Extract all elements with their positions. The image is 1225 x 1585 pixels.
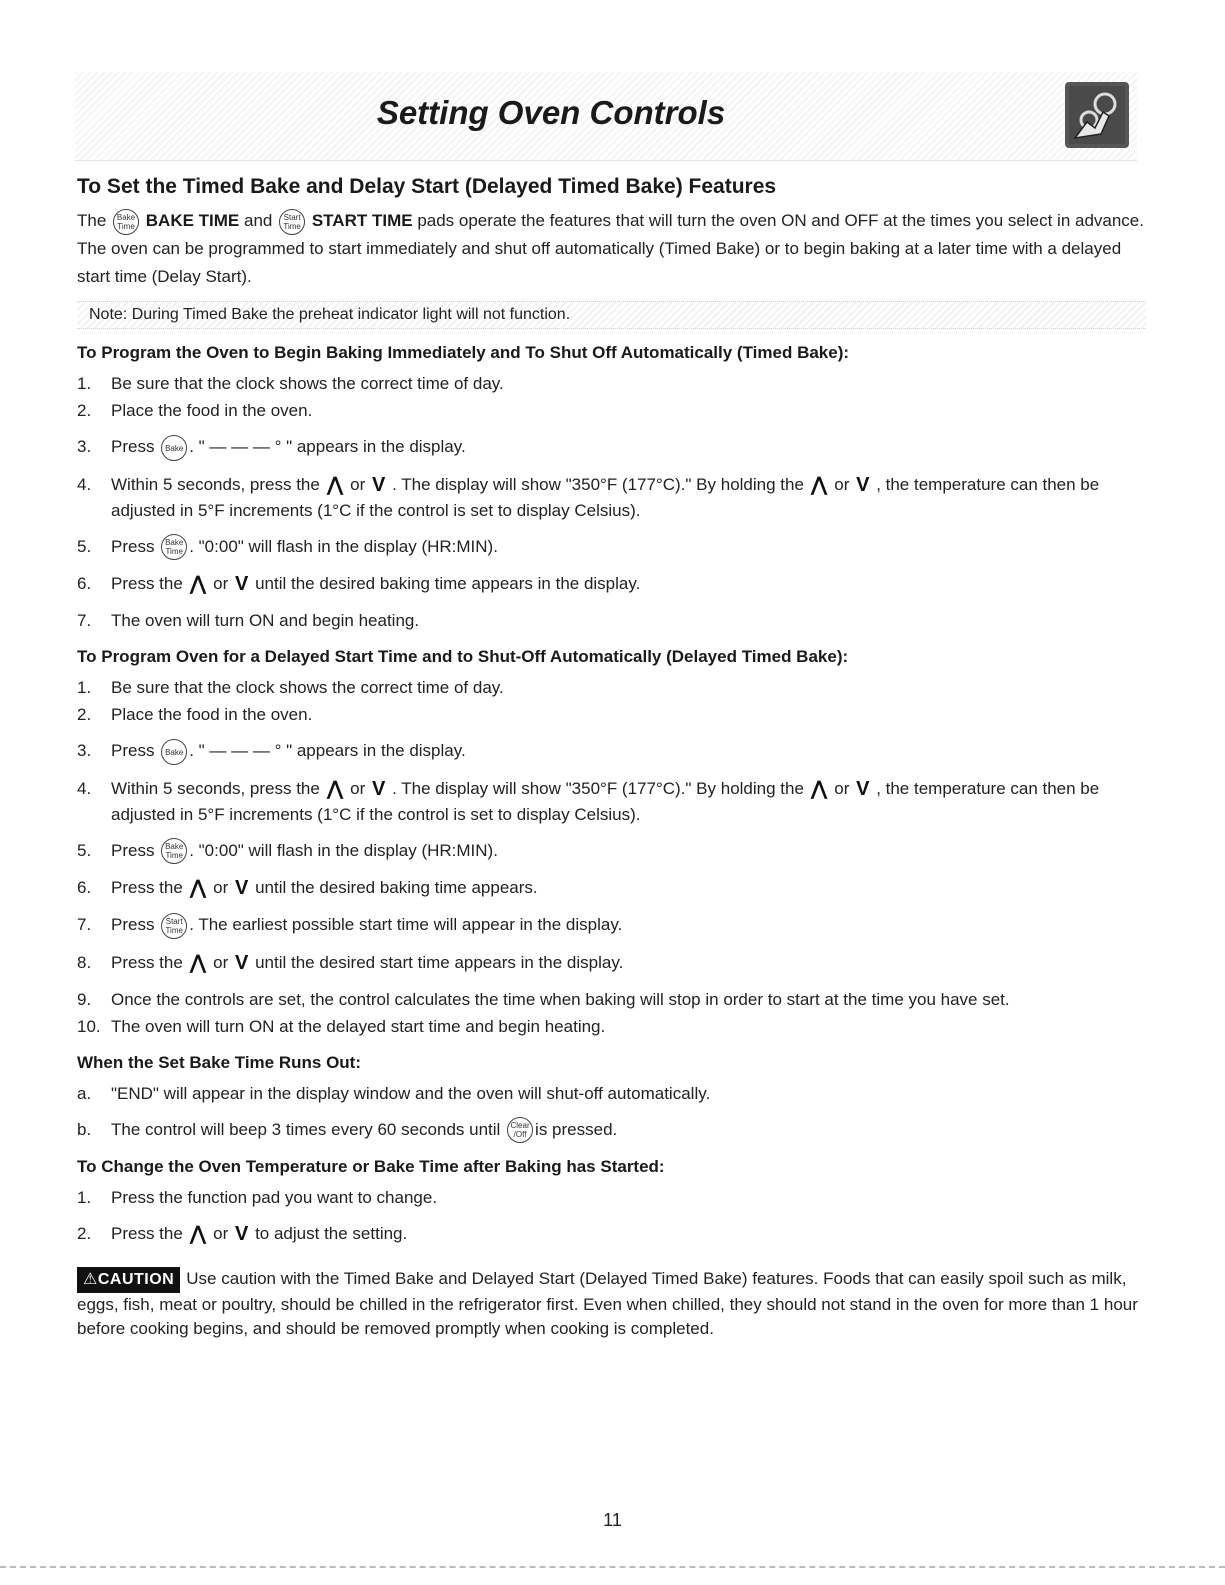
step-text: Press the <box>111 952 183 972</box>
step: 4. Within 5 seconds, press the ⋀ or V . The display will show "350°F (177°C)." By holding the ⋀ or V , the temperature can then be adjusted in 5°F increments (1°C if the control is set to display Celsius). <box>77 777 1100 824</box>
hand-pressing-pad-icon <box>1065 82 1129 148</box>
caution-paragraph <box>77 1267 1147 1341</box>
page-number: 11 <box>603 1510 622 1530</box>
bake-pad-icon: Bake <box>161 435 187 461</box>
intro-text: and <box>244 211 273 230</box>
clear-off-pad-icon: Clear /Off <box>507 1117 533 1143</box>
step: 8. Press the ⋀ or V until the desired start time appears in the display. <box>77 951 624 974</box>
up-arrow-icon: ⋀ <box>810 473 828 496</box>
change-temperature-steps <box>77 1185 1147 1247</box>
down-arrow-icon: V <box>235 573 249 596</box>
step: 7. The oven will turn ON and begin heating. <box>77 611 420 631</box>
step-text: . The earliest possible start time will appear in the display. <box>189 915 623 935</box>
step-text: , the temperature can then be adjusted in 5°F increments (1°C if the control is set to display Celsius). <box>111 778 1100 824</box>
step: 7. Press Start Time . The earliest possible start time will appear in the display. <box>77 912 1147 939</box>
main-title: To Set the Timed Bake and Delay Start (Delayed Timed Bake) Features <box>77 175 777 198</box>
step: 1. Be sure that the clock shows the correct time of day. <box>77 678 504 698</box>
note-box: Note: During Timed Bake the preheat indicator light will not function. <box>77 301 1146 329</box>
intro-text: The <box>77 211 107 230</box>
step-text: or <box>834 474 850 494</box>
step-text: Place the food in the oven. <box>111 705 313 725</box>
up-arrow-icon: ⋀ <box>326 777 344 800</box>
step-text: is pressed. <box>535 1119 618 1139</box>
step-text: . "0:00" will flash in the display (HR:MIN). <box>189 536 498 556</box>
intro-paragraph <box>77 207 1147 291</box>
step-text: "END" will appear in the display window and the oven will shut-off automatically. <box>111 1083 711 1103</box>
start-time-pad-icon: Start Time <box>161 913 187 939</box>
step-text: The oven will turn ON and begin heating. <box>111 611 420 631</box>
step-text: , the temperature can then be adjusted in 5°F increments (1°C if the control is set to display Celsius). <box>111 474 1100 520</box>
step-text: or <box>213 1224 229 1244</box>
start-time-pad-icon: Start Time <box>279 209 305 235</box>
caution-badge: ⚠CAUTION <box>77 1267 180 1293</box>
up-arrow-icon: ⋀ <box>326 473 344 496</box>
step: 2. Press the ⋀ or V to adjust the setting. <box>77 1223 408 1246</box>
step-text: . The display will show "350°F (177°C)." By holding the <box>392 474 804 494</box>
step-text: Be sure that the clock shows the correct time of day. <box>111 374 504 393</box>
step-text: or <box>213 878 229 898</box>
up-arrow-icon: ⋀ <box>189 1223 207 1246</box>
down-arrow-icon: V <box>856 473 870 496</box>
step: 6. Press the ⋀ or V until the desired baking time appears. <box>77 877 538 900</box>
caution-text: Use caution with the Timed Bake and Delayed Start (Delayed Timed Bake) features. Foods that can easily spoil such as milk, eggs, fish, meat or poultry, should be chilled in the refrigerator first. Even when chilled, they should not stand in the oven for more than 1 hour before cooking begins, and should be removed promptly when cooking is completed. <box>77 1269 1138 1339</box>
step-text: Press the function pad you want to change. <box>111 1188 438 1208</box>
step-text: Be sure that the clock shows the correct time of day. <box>111 678 504 698</box>
step-text: Press the <box>111 878 183 898</box>
step-text: to adjust the setting. <box>255 1224 408 1244</box>
step-text: Press <box>111 840 155 860</box>
down-arrow-icon: V <box>372 777 386 800</box>
bottom-divider <box>0 1566 1225 1568</box>
down-arrow-icon: V <box>856 777 870 800</box>
step: 5. Press Bake Time . "0:00" will flash in the display (HR:MIN). <box>77 534 1147 561</box>
step-text: Press the <box>111 574 183 594</box>
header-band <box>75 72 1137 161</box>
hand-pressing-pad-icon-graphic <box>1065 82 1129 148</box>
step-text: or <box>350 474 366 494</box>
step-text: until the desired start time appears in the display. <box>255 952 624 972</box>
step-text: Press <box>111 741 155 761</box>
step-text: Press <box>111 536 155 556</box>
up-arrow-icon: ⋀ <box>189 573 207 596</box>
intro-text: pads operate the features that will turn the oven ON and OFF at the times you select in advance. The oven can be programmed to start immediately and shut off automatically (Timed Bake) or to begin baking at a later time with a delayed start time (Delay Start). <box>77 211 1144 286</box>
step-text: Place the food in the oven. <box>111 401 313 420</box>
step-text: until the desired baking time appears. <box>255 878 538 898</box>
step-text: Once the controls are set, the control calculates the time when baking will stop in order to start at the time you have set. <box>111 989 1010 1009</box>
step: 9. Once the controls are set, the control calculates the time when baking will stop in order to start at the time you have set. <box>77 989 1010 1009</box>
step: 3. Press Bake . " — — — ° " appears in the display. <box>77 738 1147 765</box>
step: 4. Within 5 seconds, press the ⋀ or V . The display will show "350°F (177°C)." By holding the ⋀ or V , the temperature can then be adjusted in 5°F increments (1°C if the control is set to display Celsius). <box>77 473 1100 520</box>
step: a. "END" will appear in the display window and the oven will shut-off automatically. <box>77 1083 711 1103</box>
step-text: Press the <box>111 1224 183 1244</box>
delayed-bake-steps <box>77 675 1147 1039</box>
start-time-label: START TIME <box>311 211 413 230</box>
down-arrow-icon: V <box>235 877 249 900</box>
timed-bake-steps <box>77 371 1147 633</box>
bake-pad-icon: Bake <box>161 739 187 765</box>
bake-time-pad-icon: Bake Time <box>113 209 139 235</box>
page-title: Setting Oven Controls <box>376 94 726 131</box>
section-heading-change-temperature: To Change the Oven Temperature or Bake Time after Baking has Started: <box>77 1157 665 1177</box>
step: 10. The oven will turn ON at the delayed start time and begin heating. <box>77 1016 606 1036</box>
step: 2. Place the food in the oven. <box>77 401 313 420</box>
content <box>77 175 1147 1341</box>
step-text: or <box>213 574 229 594</box>
section-heading-timed-bake: To Program the Oven to Begin Baking Immediately and To Shut Off Automatically (Timed Bake): <box>77 343 850 362</box>
step: 6. Press the ⋀ or V until the desired baking time appears in the display. <box>77 573 641 596</box>
down-arrow-icon: V <box>235 951 249 974</box>
step-text: Within 5 seconds, press the <box>111 474 320 494</box>
step-text: Within 5 seconds, press the <box>111 778 320 798</box>
time-runs-out-steps <box>77 1081 1147 1144</box>
step: 5. Press Bake Time . "0:00" will flash in the display (HR:MIN). <box>77 838 1147 865</box>
bake-time-label: BAKE TIME <box>145 211 240 230</box>
step-text: or <box>350 778 366 798</box>
step: 2. Place the food in the oven. <box>77 705 313 725</box>
bake-time-pad-icon: Bake Time <box>161 838 187 864</box>
step: b. The control will beep 3 times every 60 seconds until Clear /Off is pressed. <box>77 1117 1147 1144</box>
section-heading-delayed-bake: To Program Oven for a Delayed Start Time and to Shut-Off Automatically (Delayed Timed Bake): <box>77 647 849 667</box>
step-text: . "0:00" will flash in the display (HR:MIN). <box>189 840 498 860</box>
step: 3. Press Bake . " — — — ° " appears in the display. <box>77 434 1147 461</box>
step-text: until the desired baking time appears in the display. <box>255 574 641 594</box>
step: 1. Press the function pad you want to change. <box>77 1188 438 1208</box>
step-text: . The display will show "350°F (177°C)." By holding the <box>392 778 804 798</box>
up-arrow-icon: ⋀ <box>189 951 207 974</box>
step-text: . " — — — ° " appears in the display. <box>189 437 466 456</box>
bake-time-pad-icon: Bake Time <box>161 534 187 560</box>
step-text: The oven will turn ON at the delayed start time and begin heating. <box>111 1016 606 1036</box>
down-arrow-icon: V <box>372 473 386 496</box>
step-text: . " — — — ° " appears in the display. <box>189 741 466 761</box>
section-heading-time-runs-out: When the Set Bake Time Runs Out: <box>77 1052 362 1072</box>
up-arrow-icon: ⋀ <box>810 777 828 800</box>
up-arrow-icon: ⋀ <box>189 877 207 900</box>
step-text: The control will beep 3 times every 60 seconds until <box>111 1119 501 1139</box>
step-text: or <box>834 778 850 798</box>
step-text: Press <box>111 915 155 935</box>
down-arrow-icon: V <box>235 1223 249 1246</box>
step: 1. Be sure that the clock shows the correct time of day. <box>77 374 504 393</box>
step-text: or <box>213 952 229 972</box>
step-text: Press <box>111 437 155 456</box>
